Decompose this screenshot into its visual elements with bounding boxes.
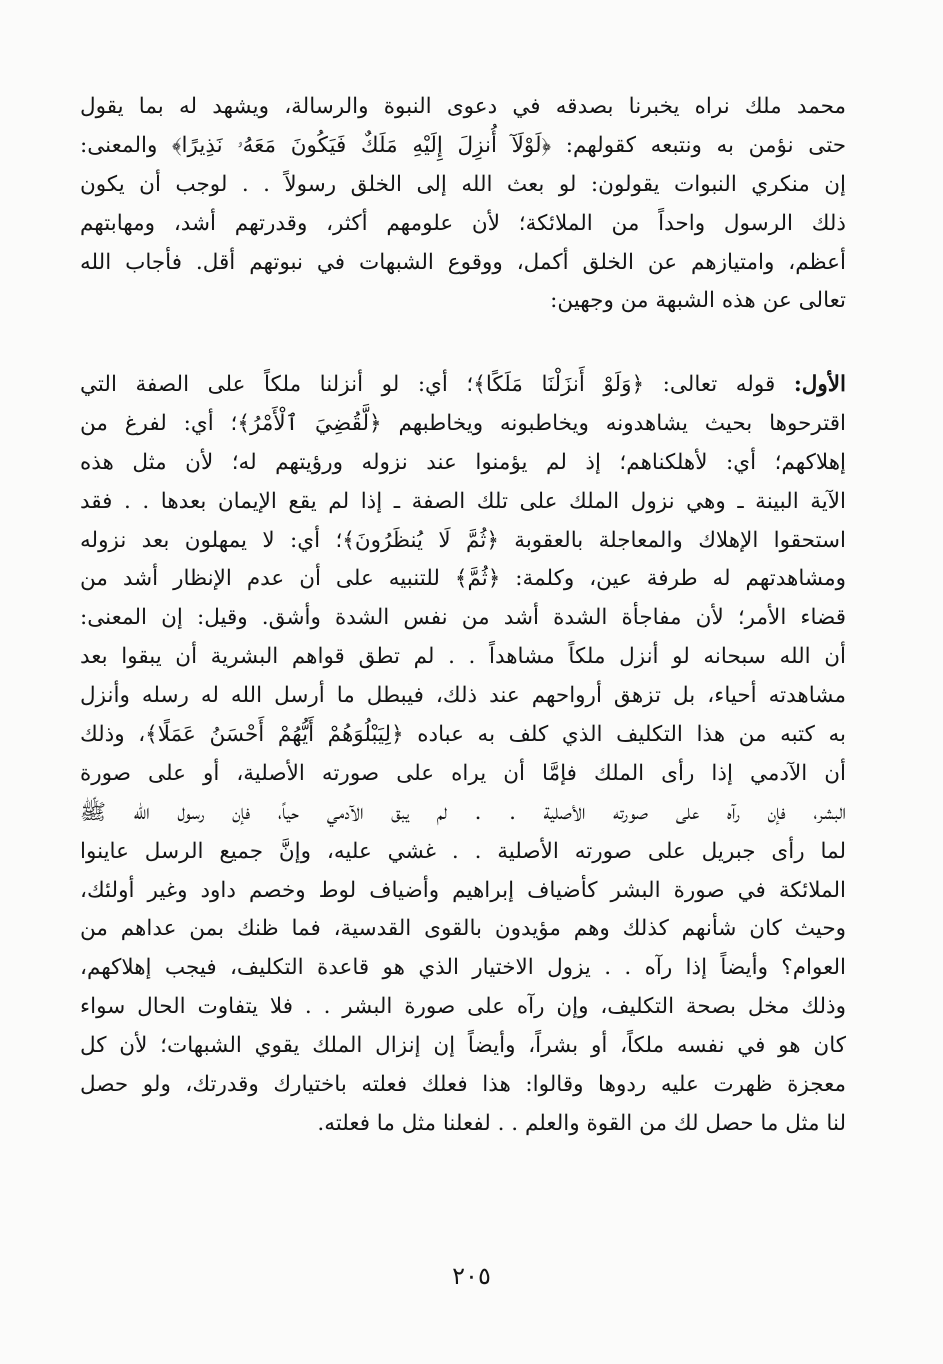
text-line: وحيث كان شأنهم كذلك وهم مؤيدون بالقوى القدسية، فما ظنك بمن عداهم من	[80, 916, 846, 942]
paragraph-intro	[80, 88, 846, 321]
text-line: أعظم، وامتيازهم عن الخلق أكمل، ووقوع الشبهات في نبوتهم أقل. فأجاب الله	[80, 249, 846, 275]
text-line: محمد ملك نراه يخبرنا بصدقه في دعوى النبوة والرسالة، ويشهد له بما يقول	[80, 94, 846, 119]
text-line: معجزة ظهرت عليه ردوها وقالوا: هذا فعلك فعلته باختيارك وقدرتك، ولو حصل	[80, 1072, 846, 1098]
text-line: العوام؟ وأيضاً إذا رآه . . يزول الاختيار الذي هو قاعدة التكليف، فيجب إهلاكهم،	[80, 955, 846, 981]
text-line: ومشاهدتهم له طرفة عين، وكلمة: ﴿ثُمَّ﴾ للتنبيه على أن عدم الإنظار أشد من	[80, 566, 846, 592]
text-line: ذلك الرسول واحداً من الملائكة؛ لأن علومهم أكثر، وقدرتهم أشد، ومهابتهم	[80, 210, 846, 236]
text-line: البشر، فإن رآه على صورته الأصلية . . لم يبق الآدمي حياً، فإن رسول الله ﷺ	[80, 799, 846, 825]
paragraph-first-aspect	[80, 366, 846, 1144]
page-number: ٢٠٥	[452, 1262, 491, 1290]
paragraph-lead-label: الأول:	[793, 372, 846, 397]
text-line: لما رأى جبريل على صورته الأصلية . . غشي عليه، وإنَّ جميع الرسل عاينوا	[80, 838, 846, 864]
text-line: أن الآدمي إذا رأى الملك فإمَّا أن يراه على صورته الأصلية، أو على صورة	[80, 760, 846, 786]
text-line: إن منكري النبوات يقولون: لو بعث الله إلى الخلق رسولاً . . لوجب أن يكون	[80, 171, 846, 197]
text-line	[80, 366, 846, 405]
text-line: الآية البينة ـ وهي نزول الملك على تلك الصفة ـ إذا لم يقع الإيمان بعدها . . فقد	[80, 488, 846, 514]
text-line: كان هو في نفسه ملكاً، أو بشراً، وأيضاً إن إنزال الملك يقوي الشبهات؛ لأن كل	[80, 1033, 846, 1059]
text-line: أن الله سبحانه لو أنزل ملكاً مشاهداً . . لم تطق قواهم البشرية أن يبقوا بعد	[80, 644, 846, 670]
text-line: استحقوا الإهلاك والمعاجلة بالعقوبة ﴿ثُمَّ لَا يُنظَرُونَ﴾؛ أي: لا يمهلون بعد نزوله	[80, 527, 846, 553]
text-line: الملائكة في صورة البشر كأضياف إبراهيم وأضياف لوط وخصم داود وغير أولئك،	[80, 877, 846, 903]
text-line: لنا مثل ما حصل لك من القوة والعلم . . لفعلنا مثل ما فعلته.	[317, 1110, 846, 1136]
text-line: حتى نؤمن به ونتبعه كقولهم: ﴿لَوْلَآ أُنزِلَ إِلَيْهِ مَلَكٌ فَيَكُونَ مَعَهُۥ نَذِيرًا﴾ والمعنى:	[80, 132, 846, 158]
text-line: وذلك مخل بصحة التكليف، وإن رآه على صورة البشر . . فلا يتفاوت الحال سواء	[80, 994, 846, 1020]
text-line: إهلاكهم؛ أي: لأهلكناهم؛ إذ لم يؤمنوا عند نزوله ورؤيتهم له؛ لأن مثل هذه	[80, 449, 846, 475]
text-line-content: قوله تعالى: ﴿وَلَوْ أَنزَلْنَا مَلَكًا﴾؛ أي: لو أنزلنا ملكاً على الصفة التي	[80, 372, 794, 397]
text-line: به كتبه من هذا التكليف الذي كلف به عباده ﴿لِيَبْلُوَهُمْ أَيُّهُمْ أَحْسَنُ عَمَلًا﴾، وذلك	[80, 722, 846, 748]
text-line: مشاهدته أحياء، بل تزهق أرواحهم عند ذلك، فيبطل ما أرسل الله له رسله وأنزل	[80, 683, 846, 709]
text-line: قضاء الأمر؛ لأن مفاجأة الشدة أشد من نفس الشدة وأشق. وقيل: إن المعنى:	[80, 605, 846, 631]
text-line: تعالى عن هذه الشبهة من وجهين:	[550, 288, 846, 314]
text-line: اقترحوها بحيث يشاهدونه ويخاطبونه ويخاطبهم ﴿لَّقُضِيَ ٱلْأَمْرُ﴾؛ أي: لفرغ من	[80, 410, 846, 436]
